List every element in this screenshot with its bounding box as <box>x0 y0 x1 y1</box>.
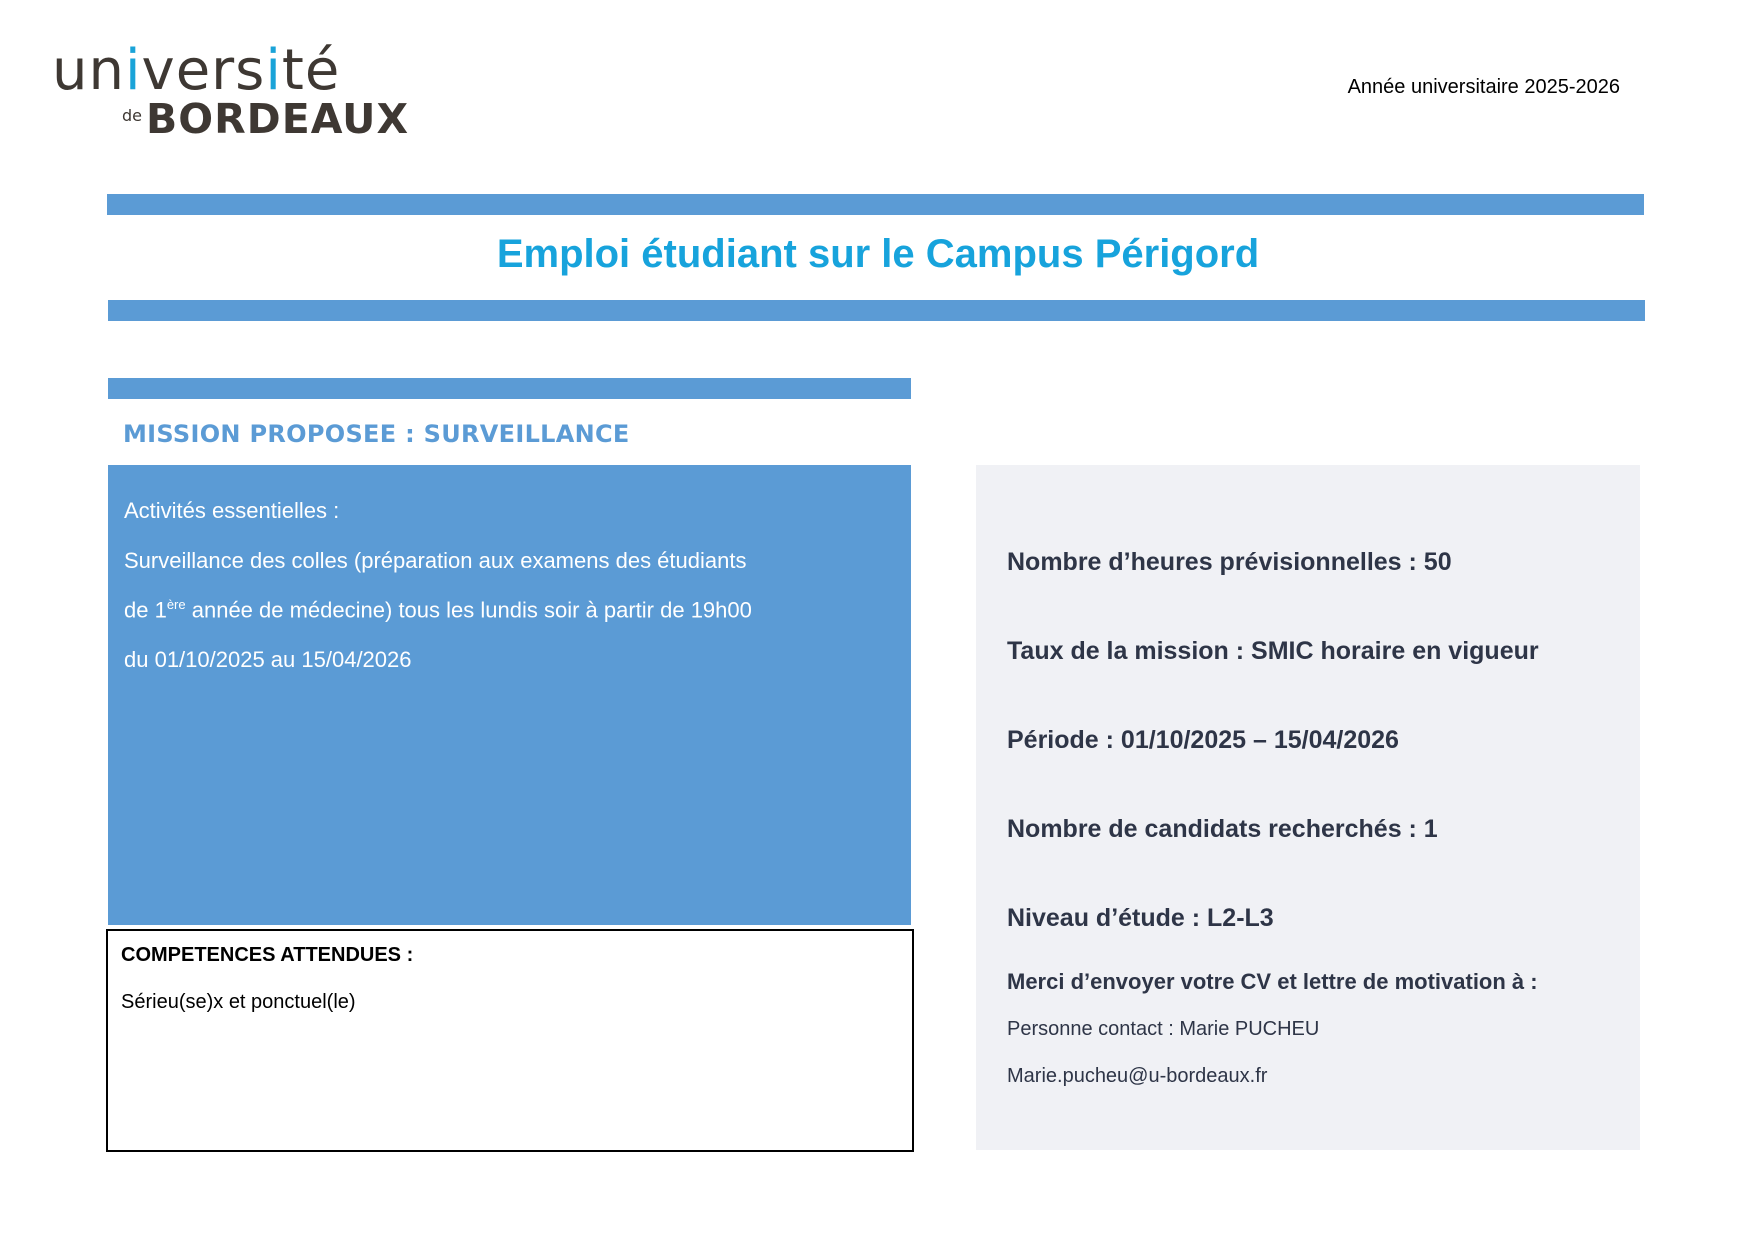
logo-text-part: vers <box>141 38 266 103</box>
logo-bordeaux: BORDEAUX <box>146 95 410 143</box>
candidates-info: Nombre de candidats recherchés : 1 <box>1007 815 1438 843</box>
page-title: Emploi étudiant sur le Campus Périgord <box>496 232 1260 276</box>
period-info: Période : 01/10/2025 – 15/04/2026 <box>1007 726 1399 754</box>
competences-panel <box>106 929 914 1152</box>
activities-line-1: Surveillance des colles (préparation aux examens des étudiants <box>124 548 747 573</box>
competences-text: Sérieu(se)x et ponctuel(le) <box>121 991 356 1013</box>
apply-instructions: Merci d’envoyer votre CV et lettre de motivation à : <box>1007 969 1538 994</box>
job-details-panel <box>976 465 1640 1150</box>
level-info: Niveau d’étude : L2-L3 <box>1007 904 1274 932</box>
contact-email[interactable]: Marie.pucheu@u-bordeaux.fr <box>1007 1065 1268 1087</box>
mission-activities-panel <box>108 465 911 925</box>
hours-info: Nombre d’heures prévisionnelles : 50 <box>1007 548 1452 576</box>
mission-title: MISSION PROPOSEE : SURVEILLANCE <box>123 420 630 448</box>
logo-text-accent: i <box>265 38 282 103</box>
competences-title: COMPETENCES ATTENDUES : <box>121 944 414 966</box>
activities-line-2-end: année de médecine) tous les lundis soir à partir de 19h00 <box>185 597 752 623</box>
logo-text-accent: i <box>124 38 142 103</box>
activities-line-2 <box>124 597 752 623</box>
ordinal-suffix: ère <box>166 597 186 612</box>
top-divider <box>107 194 1644 215</box>
logo-de: de <box>122 106 142 125</box>
activities-line-3: du 01/10/2025 au 15/04/2026 <box>124 647 412 672</box>
logo-text-part: té <box>281 38 341 103</box>
rate-info: Taux de la mission : SMIC horaire en vigueur <box>1007 637 1539 665</box>
title-divider <box>108 300 1645 321</box>
academic-year: Année universitaire 2025-2026 <box>1347 76 1620 98</box>
logo-text-part: un <box>52 38 125 103</box>
activities-line-2-start: de 1 <box>124 597 167 623</box>
contact-person: Personne contact : Marie PUCHEU <box>1007 1018 1320 1040</box>
activities-label: Activités essentielles : <box>124 498 340 523</box>
mission-divider <box>108 378 911 399</box>
